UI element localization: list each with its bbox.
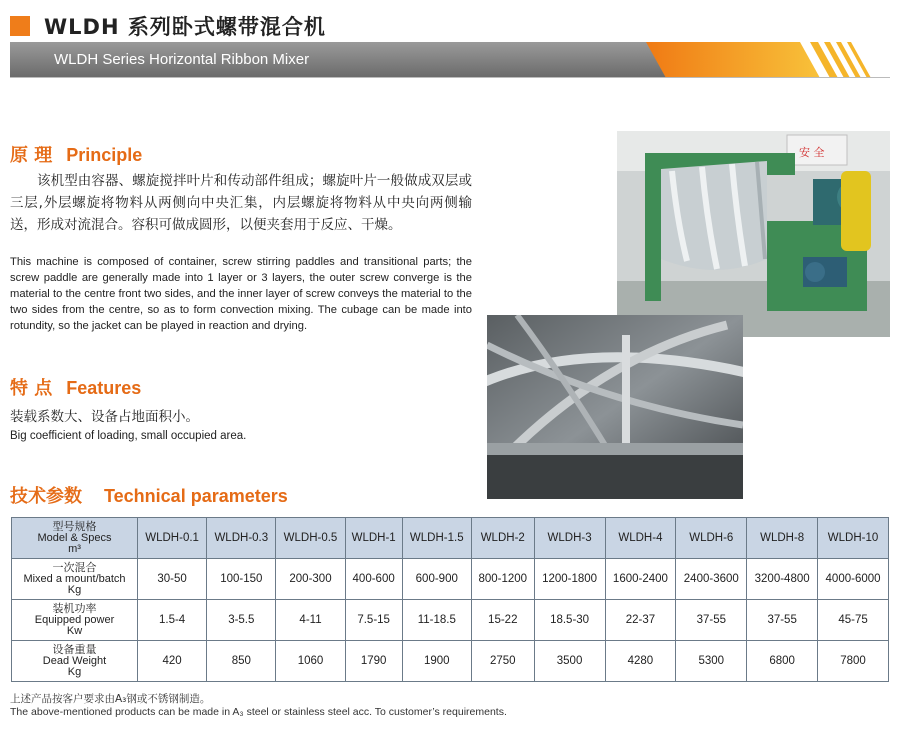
footnote-cn: 上述产品按客户要求由A₃钢或不锈钢制造。 xyxy=(10,693,211,705)
title-en: WLDH Series Horizontal Ribbon Mixer xyxy=(54,51,310,68)
header-label-en: Model & Specs xyxy=(37,531,112,544)
value-cell: 11-18.5 xyxy=(402,600,471,641)
spec-table xyxy=(11,517,889,682)
value-cell: 4-11 xyxy=(276,600,345,641)
value-cell: 5300 xyxy=(676,641,747,682)
value-cell: 1.5-4 xyxy=(138,600,207,641)
technical-heading-cn: 技术参数 xyxy=(10,486,82,507)
principle-heading-cn: 原 理 xyxy=(10,145,53,166)
features-heading-en: Features xyxy=(66,378,142,398)
technical-heading-en: Technical parameters xyxy=(104,486,288,506)
features-heading xyxy=(10,374,141,400)
row-label-cell xyxy=(12,559,138,600)
value-cell: 22-37 xyxy=(605,600,676,641)
model-cell: WLDH-6 xyxy=(676,518,747,559)
model-cell: WLDH-3 xyxy=(534,518,605,559)
value-cell: 400-600 xyxy=(345,559,402,600)
value-cell: 6800 xyxy=(747,641,818,682)
value-cell: 850 xyxy=(207,641,276,682)
row-label-unit: Kg xyxy=(67,583,82,596)
value-cell: 3-5.5 xyxy=(207,600,276,641)
row-label-cell xyxy=(12,641,138,682)
model-cell: WLDH-1 xyxy=(345,518,402,559)
header-label-cn: 型号规格 xyxy=(52,520,97,533)
header-label-cell xyxy=(12,518,138,559)
model-cell: WLDH-0.3 xyxy=(207,518,276,559)
principle-heading-en: Principle xyxy=(66,145,143,165)
row-label-en: Equipped power xyxy=(34,613,115,626)
spec-table-header-row xyxy=(12,518,889,559)
value-cell: 4000-6000 xyxy=(818,559,889,600)
title-banner xyxy=(10,42,890,78)
value-cell: 1900 xyxy=(402,641,471,682)
row-label-en: Mixed a mount/batch xyxy=(23,572,126,585)
footnote-en: The above-mentioned products can be made in A₃ steel or stainless steel acc. To customer’s requirements. xyxy=(10,706,507,718)
value-cell: 30-50 xyxy=(138,559,207,600)
features-text-cn: 装载系数大、设备占地面积小。 xyxy=(10,409,199,425)
model-cell: WLDH-1.5 xyxy=(402,518,471,559)
row-label-en: Dead Weight xyxy=(42,654,107,667)
table-row xyxy=(12,641,889,682)
value-cell: 1600-2400 xyxy=(605,559,676,600)
value-cell: 100-150 xyxy=(207,559,276,600)
page-title xyxy=(10,12,326,40)
row-label-cn: 设备重量 xyxy=(52,643,97,656)
value-cell: 18.5-30 xyxy=(534,600,605,641)
value-cell: 420 xyxy=(138,641,207,682)
model-cell: WLDH-0.1 xyxy=(138,518,207,559)
value-cell: 45-75 xyxy=(818,600,889,641)
row-label-unit: Kg xyxy=(67,665,82,678)
mixer-exterior-photo xyxy=(617,131,890,337)
table-row xyxy=(12,600,889,641)
features-heading-cn: 特 点 xyxy=(10,378,53,399)
model-cell: WLDH-4 xyxy=(605,518,676,559)
value-cell: 800-1200 xyxy=(471,559,534,600)
table-row xyxy=(12,559,889,600)
value-cell: 1200-1800 xyxy=(534,559,605,600)
value-cell: 2400-3600 xyxy=(676,559,747,600)
row-label-cell xyxy=(12,600,138,641)
value-cell: 4280 xyxy=(605,641,676,682)
value-cell: 1060 xyxy=(276,641,345,682)
value-cell: 37-55 xyxy=(676,600,747,641)
ribbon-interior-photo xyxy=(487,315,743,499)
model-cell: WLDH-8 xyxy=(747,518,818,559)
features-text-en: Big coefficient of loading, small occupied area. xyxy=(10,430,247,442)
model-cell: WLDH-10 xyxy=(818,518,889,559)
value-cell: 37-55 xyxy=(747,600,818,641)
value-cell: 3200-4800 xyxy=(747,559,818,600)
model-cell: WLDH-2 xyxy=(471,518,534,559)
principle-text-cn: 该机型由容器、螺旋搅拌叶片和传动部件组成；螺旋叶片一般做成双层或三层,外层螺旋将物料从两侧向中央汇集，内层螺旋将物料从中央向两侧输送，形成对流混合。容积可做成圆形，以便夹套用于反应、干燥。 xyxy=(10,173,472,233)
value-cell: 7.5-15 xyxy=(345,600,402,641)
safety-sign-text: 安 全 xyxy=(799,146,825,159)
row-label-cn: 一次混合 xyxy=(52,561,97,574)
principle-text-en: This machine is composed of container, screw stirring paddles and transitional parts; the screw paddle are generally made into 1 layer or 3 layers, the outer screw converge is the material to the centre front two sides, and the inner layer of screw conveys the material to the two sides from the centre, so as to form convection mixing. The cubage can be made into rotundity, so the jacket can be played in reaction and drying. xyxy=(10,256,472,332)
value-cell: 1790 xyxy=(345,641,402,682)
value-cell: 7800 xyxy=(818,641,889,682)
technical-heading xyxy=(10,482,288,508)
title-square-icon xyxy=(10,16,30,36)
header-label-unit: m³ xyxy=(68,542,81,555)
title-cn: WLDH 系列卧式螺带混合机 xyxy=(44,15,326,39)
value-cell: 2750 xyxy=(471,641,534,682)
value-cell: 3500 xyxy=(534,641,605,682)
value-cell: 200-300 xyxy=(276,559,345,600)
value-cell: 600-900 xyxy=(402,559,471,600)
row-label-cn: 装机功率 xyxy=(52,602,97,615)
model-cell: WLDH-0.5 xyxy=(276,518,345,559)
principle-heading xyxy=(10,141,142,167)
row-label-unit: Kw xyxy=(66,624,83,637)
value-cell: 15-22 xyxy=(471,600,534,641)
